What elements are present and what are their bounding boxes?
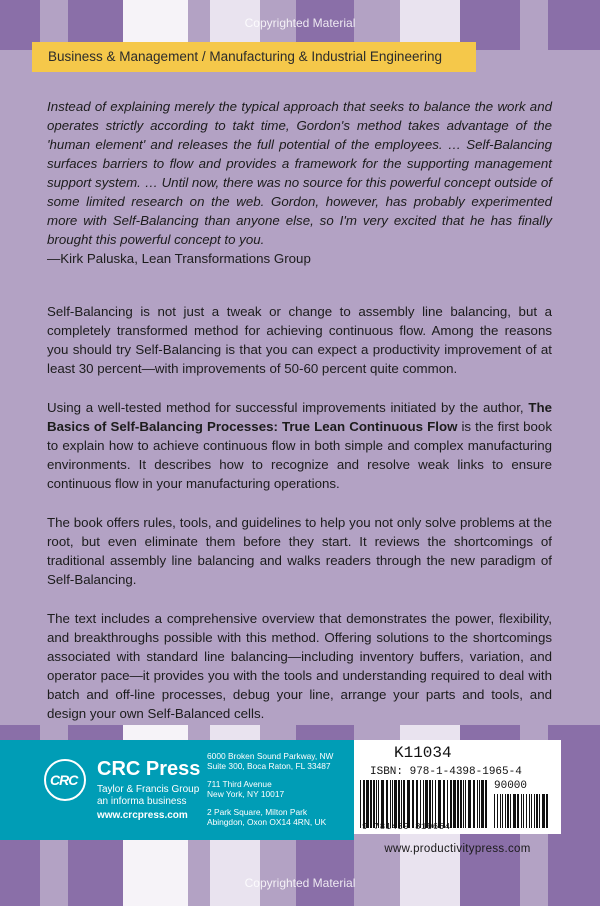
- barcode-bar: [420, 780, 421, 828]
- barcode-bar: [392, 780, 393, 828]
- isbn-barcode-box: [354, 740, 561, 834]
- address-line: 2 Park Square, Milton Park: [207, 807, 308, 817]
- barcode-bar: [542, 794, 545, 828]
- paragraph-2: [47, 398, 552, 493]
- barcode-bar: [465, 780, 466, 828]
- publisher-name: CRC Press: [97, 758, 201, 780]
- barcode-bar: [517, 794, 519, 828]
- product-code: K11034: [394, 744, 452, 762]
- barcode-bar: [536, 794, 538, 828]
- barcode-bar: [425, 780, 428, 828]
- barcode-bar: [443, 780, 445, 828]
- address-line: 711 Third Avenue: [207, 779, 272, 789]
- barcode-bar: [453, 780, 456, 828]
- back-cover-text: [47, 97, 552, 743]
- barcode-bar: [407, 780, 410, 828]
- barcode-bar: [539, 794, 540, 828]
- address-line: Suite 300, Boca Raton, FL 33487: [207, 761, 331, 771]
- paragraph-2-intro: Using a well-tested method for successful improvements initiated by the author,: [47, 400, 529, 415]
- barcode-bar: [370, 780, 372, 828]
- paragraph-4: The text includes a comprehensive overview that demonstrates the power, flexibility, and breakthroughs possible with this method. Offering solutions to the shortcomings associated with standard line balancing—including inventory buffers, variation, and operator pace—it provides you with the tools and understanding required to deal with batch and off-line processes, debug your line, arrange your parts and tools, and design your own Self-Balanced cells.: [47, 611, 552, 721]
- address-line: New York, NY 10017: [207, 789, 285, 799]
- barcode-bar: [460, 780, 462, 828]
- barcode-bar: [481, 780, 484, 828]
- barcode-bar: [526, 794, 527, 828]
- isbn-label: ISBN: 978-1-4398-1965-4: [370, 766, 522, 778]
- barcode-bar: [463, 780, 464, 828]
- barcode-bar: [381, 780, 384, 828]
- barcode-bar: [529, 794, 530, 828]
- crc-logo-text: CRC: [50, 772, 78, 788]
- barcode-bar: [457, 780, 459, 828]
- barcode-bar: [497, 794, 498, 828]
- endorsement-quote: Instead of explaining merely the typical approach that seeks to balance the work and operates strictly according to takt time, Gordon's method takes advantage of the 'human element' and releases the full potential of the employees. … Self-Balancing surfaces barriers to flow and provides a framework for the supporting management support system. … Until now, there was no source for this powerful concept outside of some limited research on the web. Gordon, however, has probably experimented more with Self-Balancing than anyone else, so I'm very excited that he has finally brought this powerful concept to you.: [47, 99, 552, 247]
- barcode-bar: [500, 794, 501, 828]
- barcode-bar: [477, 780, 478, 828]
- barcode-bar: [450, 780, 452, 828]
- publisher-panel: [0, 740, 354, 840]
- barcode-bar: [435, 780, 436, 828]
- address-line: 6000 Broken Sound Parkway, NW: [207, 751, 334, 761]
- paragraph-1: Self-Balancing is not just a tweak or change to assembly line balancing, but a completely transformed method for achieving continuous flow. Among the reasons you should try Self-Balancing is that you can expect a productivity improvement of at least 30 percent—with improvements of 50-60 percent quite common.: [47, 304, 552, 376]
- barcode-bar: [429, 780, 431, 828]
- barcode-bar: [534, 794, 535, 828]
- endorsement-attribution: —Kirk Paluska, Lean Transformations Group: [47, 251, 311, 266]
- barcode-digits: 9 781439 819654: [362, 822, 451, 832]
- barcode-bar: [386, 780, 388, 828]
- barcode-bar: [363, 780, 365, 828]
- barcode-bar: [390, 780, 391, 828]
- publisher-group: Taylor & Francis Group: [97, 784, 200, 795]
- barcode-bar: [507, 794, 509, 828]
- barcode-bar: [468, 780, 471, 828]
- barcode-bar: [523, 794, 524, 828]
- barcode-bar: [360, 780, 361, 828]
- price-code: 90000: [494, 780, 528, 792]
- publisher-business: an informa business: [97, 796, 187, 807]
- price-barcode: [494, 794, 550, 828]
- barcode-bar: [494, 794, 495, 828]
- publisher-url[interactable]: www.crcpress.com: [97, 810, 188, 821]
- barcode-bar: [546, 794, 548, 828]
- barcode-bar: [510, 794, 511, 828]
- watermark-bottom: Copyrighted Material: [244, 876, 356, 890]
- barcode-bar: [513, 794, 516, 828]
- watermark-top: Copyrighted Material: [244, 16, 356, 30]
- barcode-bar: [531, 794, 532, 828]
- barcode-bar: [416, 780, 418, 828]
- paragraph-3: The book offers rules, tools, and guidelines to help you not only solve problems at the root, but even eliminate them before they start. It reviews the shortcomings of traditional assembly line balancing and walks readers through the new paradigm of Self-Balancing.: [47, 515, 552, 587]
- barcode-bar: [438, 780, 441, 828]
- crc-logo: [44, 759, 86, 801]
- barcode-bar: [473, 780, 475, 828]
- barcode-bar: [432, 780, 433, 828]
- barcode-bar: [479, 780, 480, 828]
- barcode-bar: [447, 780, 448, 828]
- barcode-bar: [394, 780, 397, 828]
- barcode-bar: [505, 794, 506, 828]
- barcode-bar: [378, 780, 379, 828]
- barcode-bar: [403, 780, 405, 828]
- barcode-bar: [366, 780, 369, 828]
- barcode-bar: [401, 780, 402, 828]
- barcode-bar: [373, 780, 375, 828]
- barcode-bar: [502, 794, 503, 828]
- barcode-bar: [398, 780, 400, 828]
- barcode-bar: [423, 780, 424, 828]
- barcode-bar: [485, 780, 487, 828]
- barcode-bar: [412, 780, 414, 828]
- book-title: The Basics of Self-Balancing Processes: True Lean Continuous Flow: [47, 400, 552, 434]
- address-line: Abingdon, Oxon OX14 4RN, UK: [207, 817, 327, 827]
- paragraph-2-rest: is the first book to explain how to achieve continuous flow in both simple and complex manufacturing environments. It describes how to recognize and resolve weak links to ensure continuous flow in your manufacturing operations.: [47, 419, 552, 491]
- category-bar: Business & Management / Manufacturing & Industrial Engineering: [32, 42, 476, 72]
- website-url[interactable]: www.productivitypress.com: [384, 843, 531, 855]
- barcode-bar: [376, 780, 377, 828]
- isbn-barcode: [360, 780, 488, 828]
- barcode-bar: [521, 794, 522, 828]
